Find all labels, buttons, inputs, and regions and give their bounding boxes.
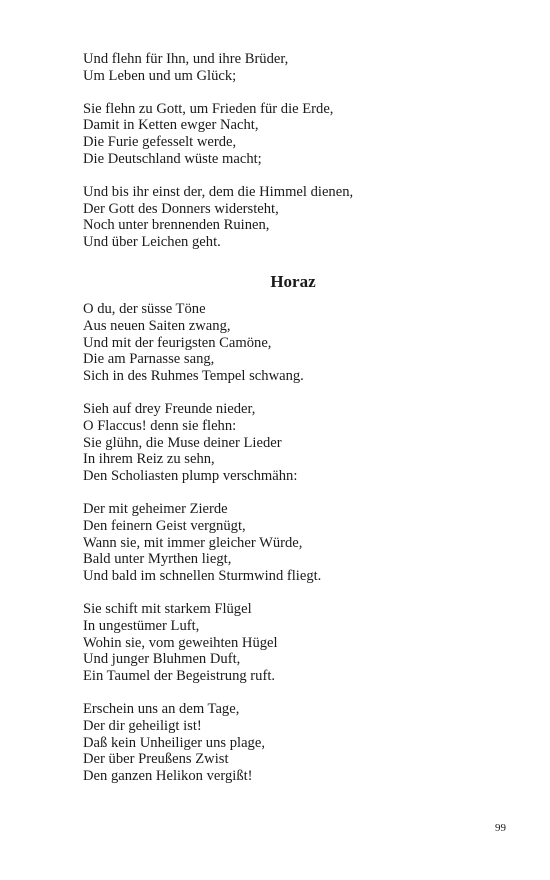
verse-line: Damit in Ketten ewger Nacht, [83, 117, 259, 134]
verse-line: Der Gott des Donners widersteht, [83, 200, 279, 217]
verse-line: Und bald im schnellen Sturmwind fliegt. [83, 568, 322, 585]
verse-line: Daß kein Unheiliger uns plage, [83, 734, 265, 751]
verse-line: Der dir geheiligt ist! [83, 717, 202, 734]
verse-line: Die am Parnasse sang, [83, 351, 215, 368]
verse-line: Sie glühn, die Muse deiner Lieder [83, 434, 282, 451]
verse-line: Die Furie gefesselt werde, [83, 134, 237, 151]
verse-line: Sie schift mit starkem Flügel [83, 600, 252, 617]
verse-line: Den Scholiasten plump verschmähn: [83, 468, 298, 485]
verse-line: Erschein uns an dem Tage, [83, 700, 240, 717]
page-number: 99 [495, 822, 506, 834]
verse-line: O Flaccus! denn sie flehn: [83, 417, 237, 434]
verse-line: Bald unter Myrthen liegt, [83, 551, 232, 568]
verse-line: Ein Taumel der Begeistrung ruft. [83, 668, 276, 685]
verse-line: Die Deutschland wüste macht; [83, 150, 262, 167]
verse-line: Sieh auf drey Freunde nieder, [83, 400, 256, 417]
verse-line: Um Leben und um Glück; [83, 67, 237, 84]
verse-line: Und flehn für Ihn, und ihre Brüder, [83, 51, 289, 67]
verse-line: O du, der süsse Töne [83, 300, 206, 317]
stanza [83, 401, 503, 485]
verse-line: Und bis ihr einst der, dem die Himmel dienen, [83, 183, 354, 200]
verse-line: Aus neuen Saiten zwang, [83, 317, 231, 334]
verse-line: Wann sie, mit immer gleicher Würde, [83, 534, 303, 551]
page-content [83, 51, 503, 801]
stanza [83, 51, 503, 85]
verse-line: Noch unter brennenden Ruinen, [83, 217, 270, 234]
verse-line: Der mit geheimer Zierde [83, 500, 228, 517]
poem-body [83, 301, 503, 785]
stanza [83, 301, 503, 385]
verse-line: Und mit der feurigsten Camöne, [83, 334, 272, 351]
stanza [83, 101, 503, 168]
stanza [83, 601, 503, 685]
stanza [83, 501, 503, 585]
verse-line: Und über Leichen geht. [83, 234, 221, 251]
stanza [83, 184, 503, 251]
poem-title: Horaz [270, 271, 316, 291]
verse-line: Und junger Bluhmen Duft, [83, 651, 241, 668]
intro-poem-ending [83, 51, 503, 251]
stanza [83, 701, 503, 785]
verse-line: In ungestümer Luft, [83, 617, 200, 634]
verse-line: Der über Preußens Zwist [83, 751, 229, 768]
verse-line: Wohin sie, vom geweihten Hügel [83, 634, 278, 651]
verse-line: Den feinern Geist vergnügt, [83, 517, 246, 534]
verse-line: In ihrem Reiz zu sehn, [83, 451, 215, 468]
verse-line: Sie flehn zu Gott, um Frieden für die Erde, [83, 100, 334, 117]
verse-line: Sich in des Ruhmes Tempel schwang. [83, 368, 304, 385]
verse-line: Den ganzen Helikon vergißt! [83, 768, 253, 785]
